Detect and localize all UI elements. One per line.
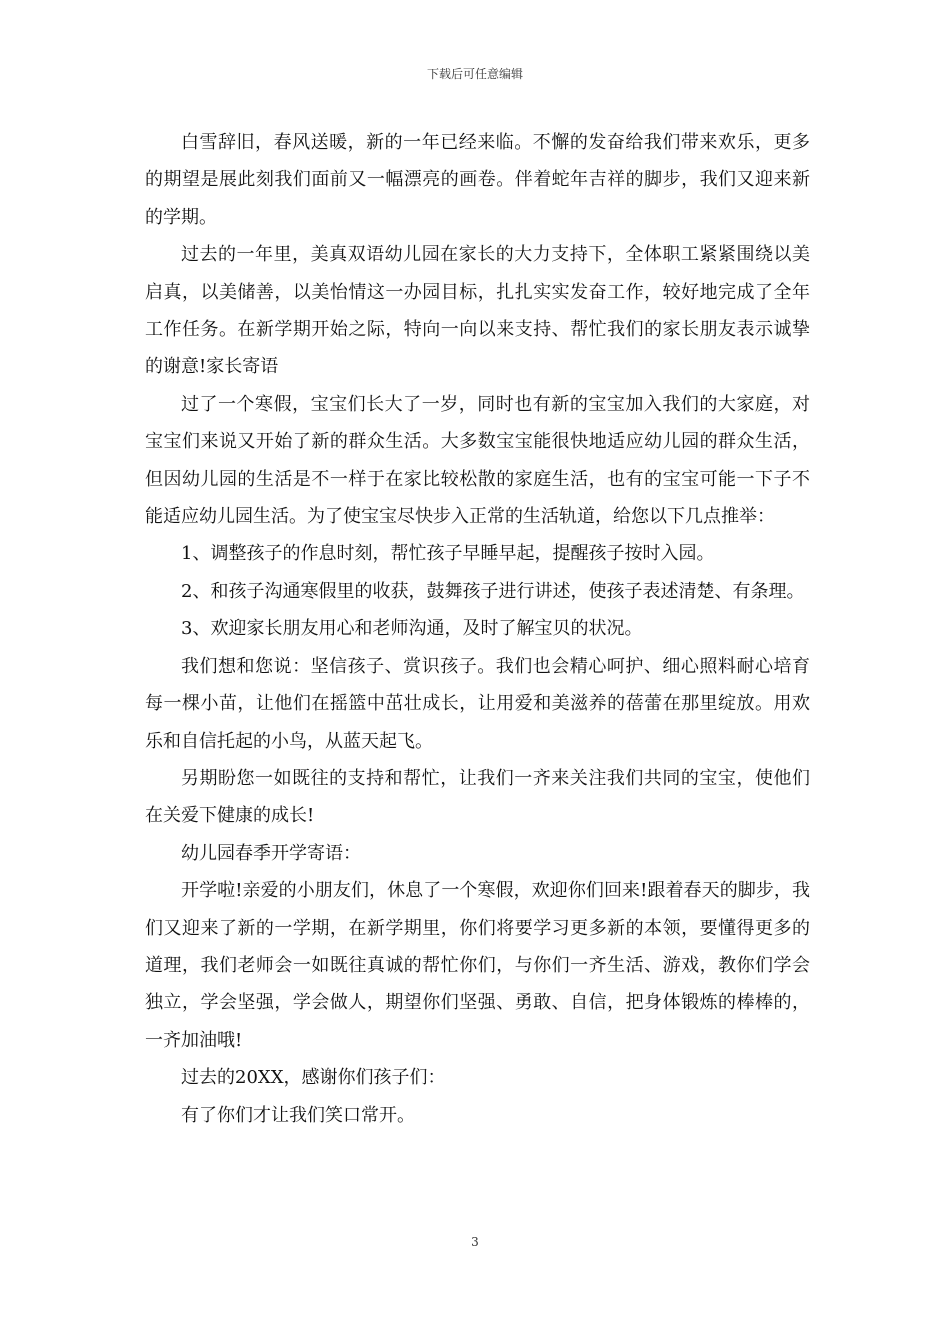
document-body <box>145 124 810 1134</box>
paragraph-2: 过去的一年里，美真双语幼儿园在家长的大力支持下，全体职工紧紧围绕以美启真，以美储善，以美怡情这一办园目标，扎扎实实发奋工作，较好地完成了全年工作任务。在新学期开始之际，特向一向以来支持、帮忙我们的家长朋友表示诚挚的谢意!家长寄语 <box>145 244 810 378</box>
paragraph-7: 过去的20XX，感谢你们孩子们： <box>181 1067 446 1089</box>
page-header <box>0 66 950 82</box>
paragraph-1: 白雪辞旧，春风送暖，新的一年已经来临。不懈的发奋给我们带来欢乐，更多的期望是展此刻我们面前又一幅漂亮的画卷。伴着蛇年吉祥的脚步，我们又迎来新的学期。 <box>145 132 810 228</box>
page-number: 3 <box>471 1235 479 1249</box>
paragraph-8: 有了你们才让我们笑口常开。 <box>181 1104 415 1126</box>
list-item-1: 1、调整孩子的作息时刻，帮忙孩子早睡早起，提醒孩子按时入园。 <box>181 543 715 565</box>
header-text: 下载后可任意编辑 <box>426 67 523 81</box>
paragraph-4: 我们想和您说：坚信孩子、赏识孩子。我们也会精心呵护、细心照料耐心培育每一棵小苗，让他们在摇篮中茁壮成长，让用爱和美滋养的蓓蕾在那里绽放。用欢乐和自信托起的小鸟，从蓝天起飞。 <box>145 655 810 752</box>
paragraph-5: 另期盼您一如既往的支持和帮忙，让我们一齐来关注我们共同的宝宝，使他们在关爱下健康的成长! <box>145 767 810 827</box>
list-item-2: 2、和孩子沟通寒假里的收获，鼓舞孩子进行讲述，使孩子表述清楚、有条理。 <box>181 580 805 602</box>
paragraph-3: 过了一个寒假，宝宝们长大了一岁，同时也有新的宝宝加入我们的大家庭，对宝宝们来说又开始了新的群众生活。大多数宝宝能很快地适应幼儿园的群众生活，但因幼儿园的生活是不一样于在家比较松散的家庭生活，也有的宝宝可能一下子不能适应幼儿园生活。为了使宝宝尽快步入正常的生活轨道，给您以下几点推举： <box>145 393 810 528</box>
section-heading: 幼儿园春季开学寄语： <box>181 842 361 864</box>
list-item-3: 3、欢迎家长朋友用心和老师沟通，及时了解宝贝的状况。 <box>181 618 643 640</box>
paragraph-6: 开学啦!亲爱的小朋友们，休息了一个寒假，欢迎你们回来!跟着春天的脚步，我们又迎来了新的一学期，在新学期里，你们将要学习更多新的本领，要懂得更多的道理，我们老师会一如既往真诚的帮忙你们，与你们一齐生活、游戏，教你们学会独立，学会坚强，学会做人，期望你们坚强、勇敢、自信，把身体锻炼的棒棒的，一齐加油哦! <box>145 880 810 1051</box>
